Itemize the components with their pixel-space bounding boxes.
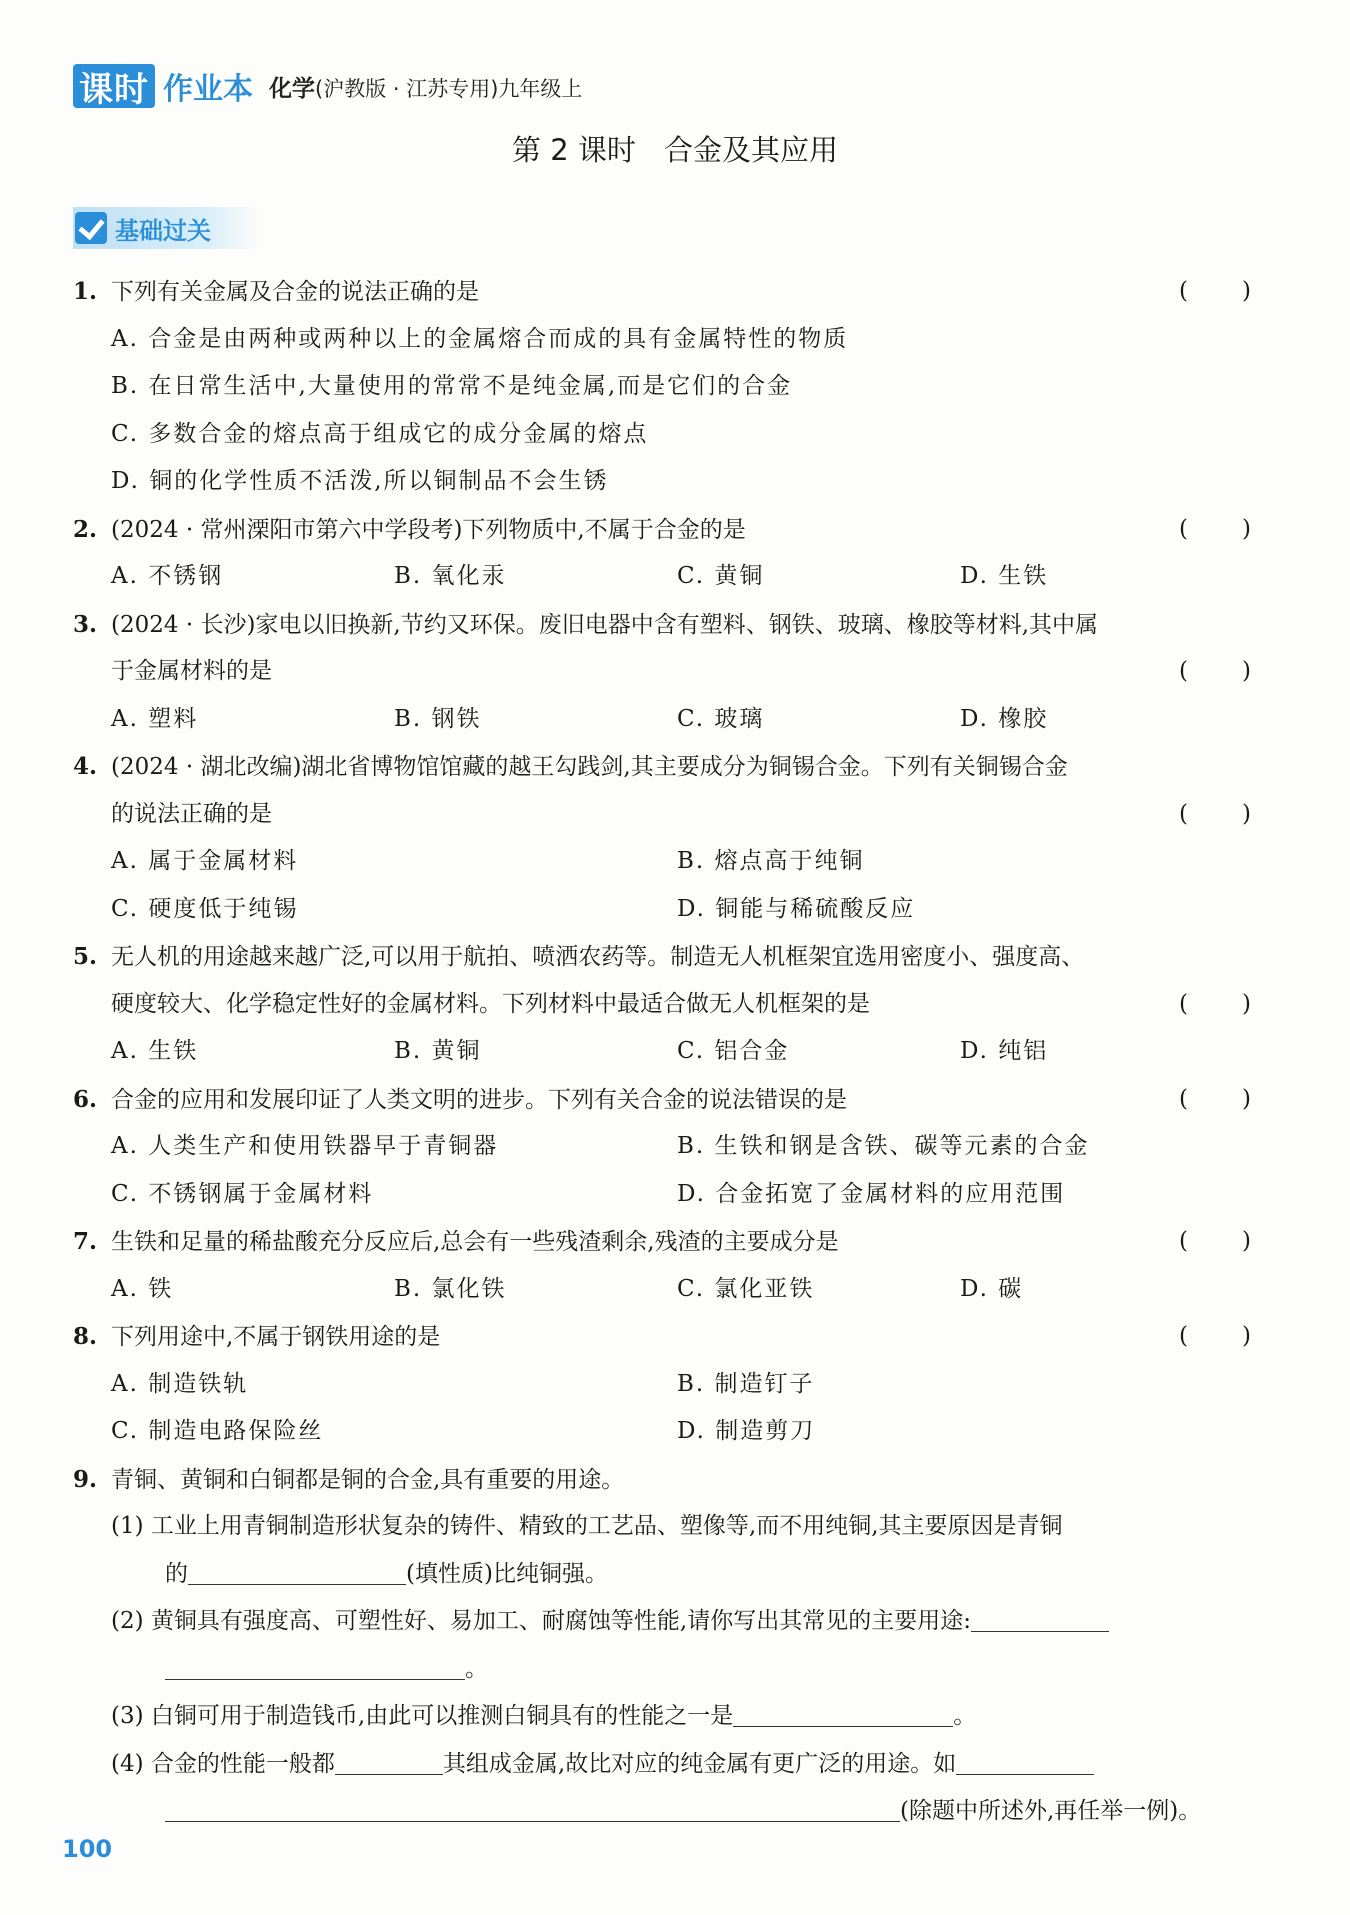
section-label: 基础过关 xyxy=(115,216,211,245)
stem-text: 硬度较大、化学稳定性好的金属材料。下列材料中最适合做无人机框架的是 xyxy=(111,990,870,1017)
stem-text: 的说法正确的是 xyxy=(111,800,272,827)
answer-parentheses: ( ) xyxy=(1179,278,1251,304)
option: D. 制造剪刀 xyxy=(677,1418,816,1444)
option: B. 氯化铁 xyxy=(394,1275,507,1302)
book-info xyxy=(269,70,582,103)
options-row xyxy=(73,553,1251,601)
stem-text: 青铜、黄铜和白铜都是铜的合金,具有重要的用途。 xyxy=(111,1466,625,1493)
option: C. 铝合金 xyxy=(677,1038,790,1064)
option: B. 黄铜 xyxy=(394,1038,482,1064)
sub-question-cont: 的 (填性质)比纯铜强。 xyxy=(73,1551,1251,1599)
options-row xyxy=(73,1028,1251,1076)
stem-text: 下列用途中,不属于钢铁用途的是 xyxy=(111,1324,441,1350)
answer-blank[interactable] xyxy=(733,1696,953,1727)
section-banner xyxy=(73,207,263,249)
option: C. 玻璃 xyxy=(677,705,765,732)
question-number: 4. xyxy=(73,753,98,780)
stem-text: 合金的应用和发展印证了人类文明的进步。下列有关合金的说法错误的是 xyxy=(111,1086,847,1113)
options-row xyxy=(73,1361,1251,1409)
option: A. 不锈钢 xyxy=(111,563,224,589)
question-number: 5. xyxy=(73,943,98,970)
option: C. 黄铜 xyxy=(677,563,765,589)
option: A. 人类生产和使用铁器早于青铜器 xyxy=(111,1133,499,1159)
option: B. 生铁和钢是含铁、碳等元素的合金 xyxy=(677,1133,1090,1159)
option: A. 塑料 xyxy=(111,705,199,732)
question-number: 2. xyxy=(73,515,98,543)
question-list xyxy=(73,268,1251,1836)
subject-label: 化学 xyxy=(269,75,315,102)
stem-text: 下列有关金属及合金的说法正确的是 xyxy=(111,279,479,305)
option: B. 钢铁 xyxy=(394,705,482,732)
sub-question-cont: 。 xyxy=(73,1646,1251,1694)
question-number: 6. xyxy=(73,1085,98,1113)
sub-question: (4) 合金的性能一般都 其组成金属,故比对应的纯金属有更广泛的用途。如 xyxy=(73,1741,1251,1789)
answer-blank[interactable] xyxy=(971,1601,1109,1632)
answer-blank[interactable] xyxy=(335,1744,443,1775)
option: B. 制造钉子 xyxy=(677,1370,815,1397)
options-row xyxy=(73,1408,1251,1456)
answer-blank[interactable] xyxy=(165,1791,900,1822)
stem-text: (2024 · 长沙)家电以旧换新,节约又环保。废旧电器中含有塑料、钢铁、玻璃、橡胶等材料,其中属 xyxy=(111,611,1099,638)
question-stem xyxy=(73,1456,1251,1504)
answer-parentheses: ( ) xyxy=(1179,658,1251,684)
answer-parentheses: ( ) xyxy=(1179,515,1251,542)
stem-text: (2024 · 湖北改编)湖北省博物馆馆藏的越王勾践剑,其主要成分为铜锡合金。下列有关铜锡合金 xyxy=(111,754,1068,780)
options-row xyxy=(73,1123,1251,1171)
checkbox-icon xyxy=(75,212,107,244)
option: D. 铜的化学性质不活泼,所以铜制品不会生锈 xyxy=(111,468,609,494)
options-row xyxy=(73,1171,1251,1219)
page-number: 100 xyxy=(62,1835,113,1863)
lesson-title xyxy=(0,128,1350,169)
answer-blank[interactable] xyxy=(165,1649,465,1680)
answer-parentheses: ( ) xyxy=(1179,990,1251,1017)
option: A. 生铁 xyxy=(111,1038,199,1064)
question-number: 3. xyxy=(73,610,98,638)
question-stem xyxy=(73,743,1251,791)
lesson-number: 第 2 课时 xyxy=(512,133,636,167)
sub-question: (3) 白铜可用于制造钱币,由此可以推测白铜具有的性能之一是 。 xyxy=(73,1693,1251,1741)
option: D. 铜能与稀硫酸反应 xyxy=(677,895,916,922)
stem-text: (2024 · 常州溧阳市第六中学段考)下列物质中,不属于合金的是 xyxy=(111,516,746,543)
option: B. 熔点高于纯铜 xyxy=(677,848,865,874)
page-header xyxy=(73,62,582,110)
question-stem xyxy=(73,1218,1251,1266)
option: C. 制造电路保险丝 xyxy=(111,1418,324,1444)
stem-text: 无人机的用途越来越广泛,可以用于航拍、喷洒农药等。制造无人机框架宜选用密度小、强度高、 xyxy=(111,944,1085,970)
question-stem xyxy=(73,506,1251,554)
edition-label: (沪教版 · 江苏专用)九年级上 xyxy=(315,76,583,101)
stem-text: 于金属材料的是 xyxy=(111,658,272,684)
answer-blank[interactable] xyxy=(188,1554,406,1585)
answer-parentheses: ( ) xyxy=(1179,1228,1251,1254)
question-stem xyxy=(73,1313,1251,1361)
option: D. 合金拓宽了金属材料的应用范围 xyxy=(677,1180,1066,1207)
question-number: 1. xyxy=(73,278,98,305)
sub-question-cont: (除题中所述外,再任举一例)。 xyxy=(73,1788,1251,1836)
stem-text: 生铁和足量的稀盐酸充分反应后,总会有一些残渣剩余,残渣的主要成分是 xyxy=(111,1229,839,1255)
answer-parentheses: ( ) xyxy=(1179,800,1251,827)
option: C. 硬度低于纯锡 xyxy=(111,895,299,922)
option: D. 碳 xyxy=(960,1275,1024,1302)
question-number: 8. xyxy=(73,1323,98,1350)
option: A. 铁 xyxy=(111,1275,174,1302)
options-row xyxy=(73,696,1251,744)
question-stem xyxy=(73,268,1251,316)
sub-question: (1) 工业上用青铜制造形状复杂的铸件、精致的工艺品、塑像等,而不用纯铜,其主要原因是青铜 xyxy=(111,1513,1063,1539)
options-row xyxy=(73,838,1251,886)
answer-parentheses: ( ) xyxy=(1179,1085,1251,1112)
book-logo xyxy=(73,64,253,108)
option: B. 在日常生活中,大量使用的常常不是纯金属,而是它们的合金 xyxy=(111,373,793,399)
option: C. 不锈钢属于金属材料 xyxy=(111,1180,374,1207)
answer-blank[interactable] xyxy=(956,1744,1094,1775)
question-number: 9. xyxy=(73,1465,98,1493)
logo-box: 课时 xyxy=(73,64,155,108)
question-stem xyxy=(73,601,1251,649)
option: C. 多数合金的熔点高于组成它的成分金属的熔点 xyxy=(111,420,649,447)
option: D. 纯铝 xyxy=(960,1038,1049,1064)
question-number: 7. xyxy=(73,1228,98,1255)
options-row xyxy=(73,1266,1251,1314)
option: D. 生铁 xyxy=(960,563,1049,589)
option: A. 属于金属材料 xyxy=(111,848,299,874)
options-row xyxy=(73,886,1251,934)
lesson-name: 合金及其应用 xyxy=(663,133,838,167)
option: C. 氯化亚铁 xyxy=(677,1275,815,1302)
question-stem xyxy=(73,1076,1251,1124)
option: D. 橡胶 xyxy=(960,705,1049,732)
answer-parentheses: ( ) xyxy=(1179,1323,1251,1349)
option: A. 合金是由两种或两种以上的金属熔合而成的具有金属特性的物质 xyxy=(111,325,849,352)
option: A. 制造铁轨 xyxy=(111,1370,249,1397)
logo-text: 作业本 xyxy=(163,72,253,107)
option: B. 氧化汞 xyxy=(394,563,507,589)
question-stem xyxy=(73,933,1251,981)
question-stem-cont xyxy=(73,791,1251,839)
question-stem-cont xyxy=(73,648,1251,696)
question-stem-cont xyxy=(73,981,1251,1029)
sub-question: (2) 黄铜具有强度高、可塑性好、易加工、耐腐蚀等性能,请你写出其常见的主要用途: xyxy=(73,1598,1251,1646)
